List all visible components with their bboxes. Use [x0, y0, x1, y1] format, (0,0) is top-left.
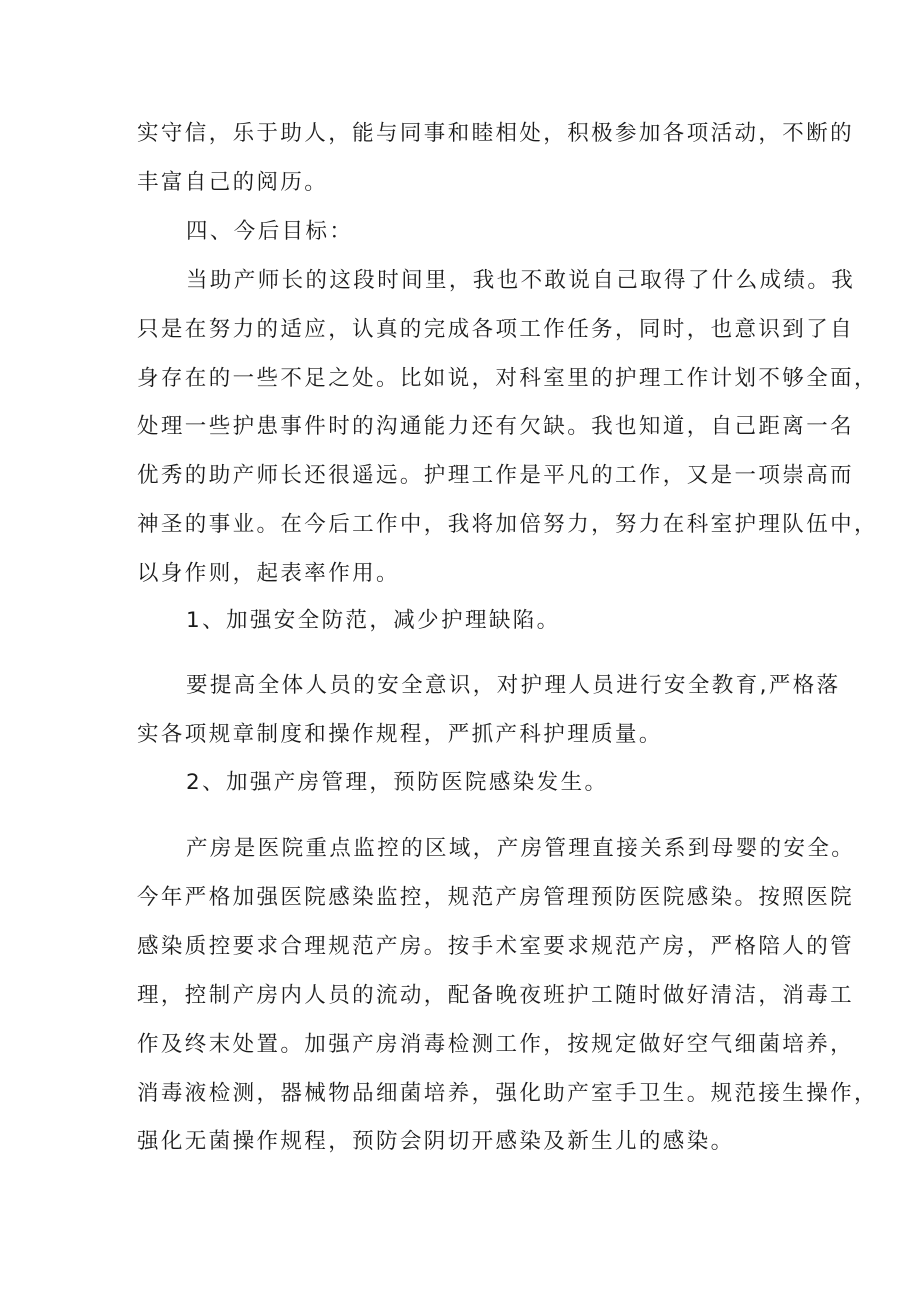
- paragraph-line: 处理一些护患事件时的沟通能力还有欠缺。我也知道，自己距离一名: [137, 414, 855, 439]
- paragraph-line: 神圣的事业。在今后工作中，我将加倍努力，努力在科室护理队伍中，: [137, 512, 878, 537]
- paragraph-line: 今年严格加强医院感染监控，规范产房管理预防医院感染。按照医院: [137, 885, 855, 910]
- paragraph-line: 实守信，乐于助人，能与同事和睦相处，积极参加各项活动，不断的: [137, 121, 855, 146]
- paragraph-line: 以身作则，起表率作用。: [137, 561, 400, 586]
- paragraph-line: 强化无菌操作规程，预防会阴切开感染及新生儿的感染。: [137, 1129, 735, 1154]
- paragraph-line: 只是在努力的适应，认真的完成各项工作任务，同时，也意识到了自: [137, 317, 855, 342]
- paragraph-line: 身存在的一些不足之处。比如说，对科室里的护理工作计划不够全面，: [137, 366, 878, 391]
- section-heading: 四、今后目标：: [186, 219, 354, 244]
- subsection-heading: 1、加强安全防范，减少护理缺陷。: [186, 608, 561, 633]
- paragraph-line: 丰富自己的阅历。: [137, 170, 329, 195]
- paragraph-line: 作及终末处置。加强产房消毒检测工作，按规定做好空气细菌培养，: [137, 1032, 855, 1057]
- paragraph-line: 理，控制产房内人员的流动，配备晚夜班护工随时做好清洁，消毒工: [137, 983, 855, 1008]
- paragraph-line: 实各项规章制度和操作规程，严抓产科护理质量。: [137, 722, 663, 747]
- paragraph-line: 要提高全体人员的安全意识，对护理人员进行安全教育,严格落: [186, 673, 841, 698]
- paragraph-line: 产房是医院重点监控的区域，产房管理直接关系到母婴的安全。: [186, 836, 856, 861]
- paragraph-line: 优秀的助产师长还很遥远。护理工作是平凡的工作，又是一项崇高而: [137, 463, 855, 488]
- paragraph-line: 感染质控要求合理规范产房。按手术室要求规范产房，严格陪人的管: [137, 934, 855, 959]
- subsection-heading: 2、加强产房管理，预防医院感染发生。: [186, 770, 609, 795]
- paragraph-line: 当助产师长的这段时间里，我也不敢说自己取得了什么成绩。我: [186, 268, 856, 293]
- paragraph-line: 消毒液检测，器械物品细菌培养，强化助产室手卫生。规范接生操作，: [137, 1081, 878, 1106]
